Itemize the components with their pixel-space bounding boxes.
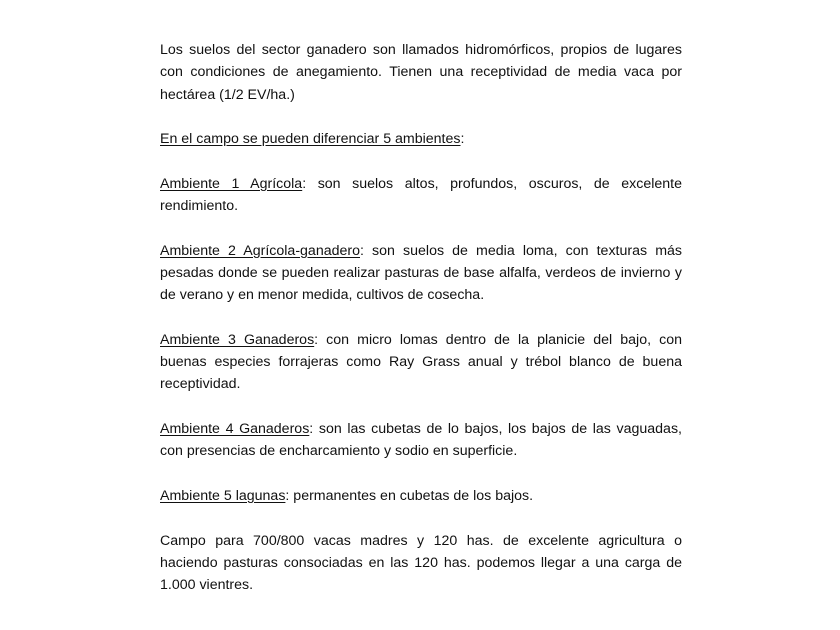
- paragraph-heading: Ambiente 3 Ganaderos: [160, 331, 315, 348]
- paragraph-ambiente-3: [160, 329, 682, 396]
- paragraph-heading: Ambiente 4 Ganaderos: [160, 421, 310, 438]
- paragraph-heading: Ambiente 2 Agrícola-ganadero: [160, 242, 360, 259]
- paragraph-suelos-ganaderos: [160, 39, 682, 106]
- paragraph-campo-capacidad: [160, 530, 682, 597]
- document-page: [160, 39, 682, 619]
- paragraph-text: : son las cubetas de lo bajos, los bajos de las vaguadas, con presencias de encharcamiento y sodio en superficie.: [160, 421, 682, 460]
- paragraph-text: Campo para 700/800 vacas madres y 120 has. de excelente agricultura o haciendo pasturas consociadas en las 120 has. podemos llegar a una carga de 1.000 vientres.: [160, 532, 682, 594]
- paragraph-heading: Ambiente 5 lagunas: [160, 487, 286, 504]
- paragraph-heading: Ambiente 1 Agrícola: [160, 175, 303, 192]
- paragraph-text: : permanentes en cubetas de los bajos.: [285, 487, 534, 504]
- paragraph-ambiente-2: [160, 240, 682, 307]
- paragraph-text: : son suelos altos, profundos, oscuros, de excelente rendimiento.: [160, 175, 682, 215]
- paragraph-text: : con micro lomas dentro de la planicie del bajo, con buenas especies forrajeras como Ray Grass anual y trébol blanco de buena receptividad.: [160, 331, 682, 393]
- paragraph-ambientes-intro: [160, 128, 682, 150]
- paragraph-ambiente-1: [160, 173, 682, 218]
- paragraph-text: :: [460, 131, 465, 148]
- paragraph-ambiente-5: [160, 485, 682, 507]
- paragraph-ambiente-4: [160, 418, 682, 463]
- paragraph-heading: En el campo se pueden diferenciar 5 ambientes: [160, 131, 461, 148]
- paragraph-text: : son suelos de media loma, con texturas más pesadas donde se pueden realizar pasturas de base alfalfa, verdeos de invierno y de verano y en menor medida, cultivos de cosecha.: [160, 242, 682, 304]
- paragraph-text: Los suelos del sector ganadero son llamados hidromórficos, propios de lugares con condiciones de anegamiento. Tienen una receptividad de media vaca por hectárea (1/2 EV/ha.): [160, 42, 682, 103]
